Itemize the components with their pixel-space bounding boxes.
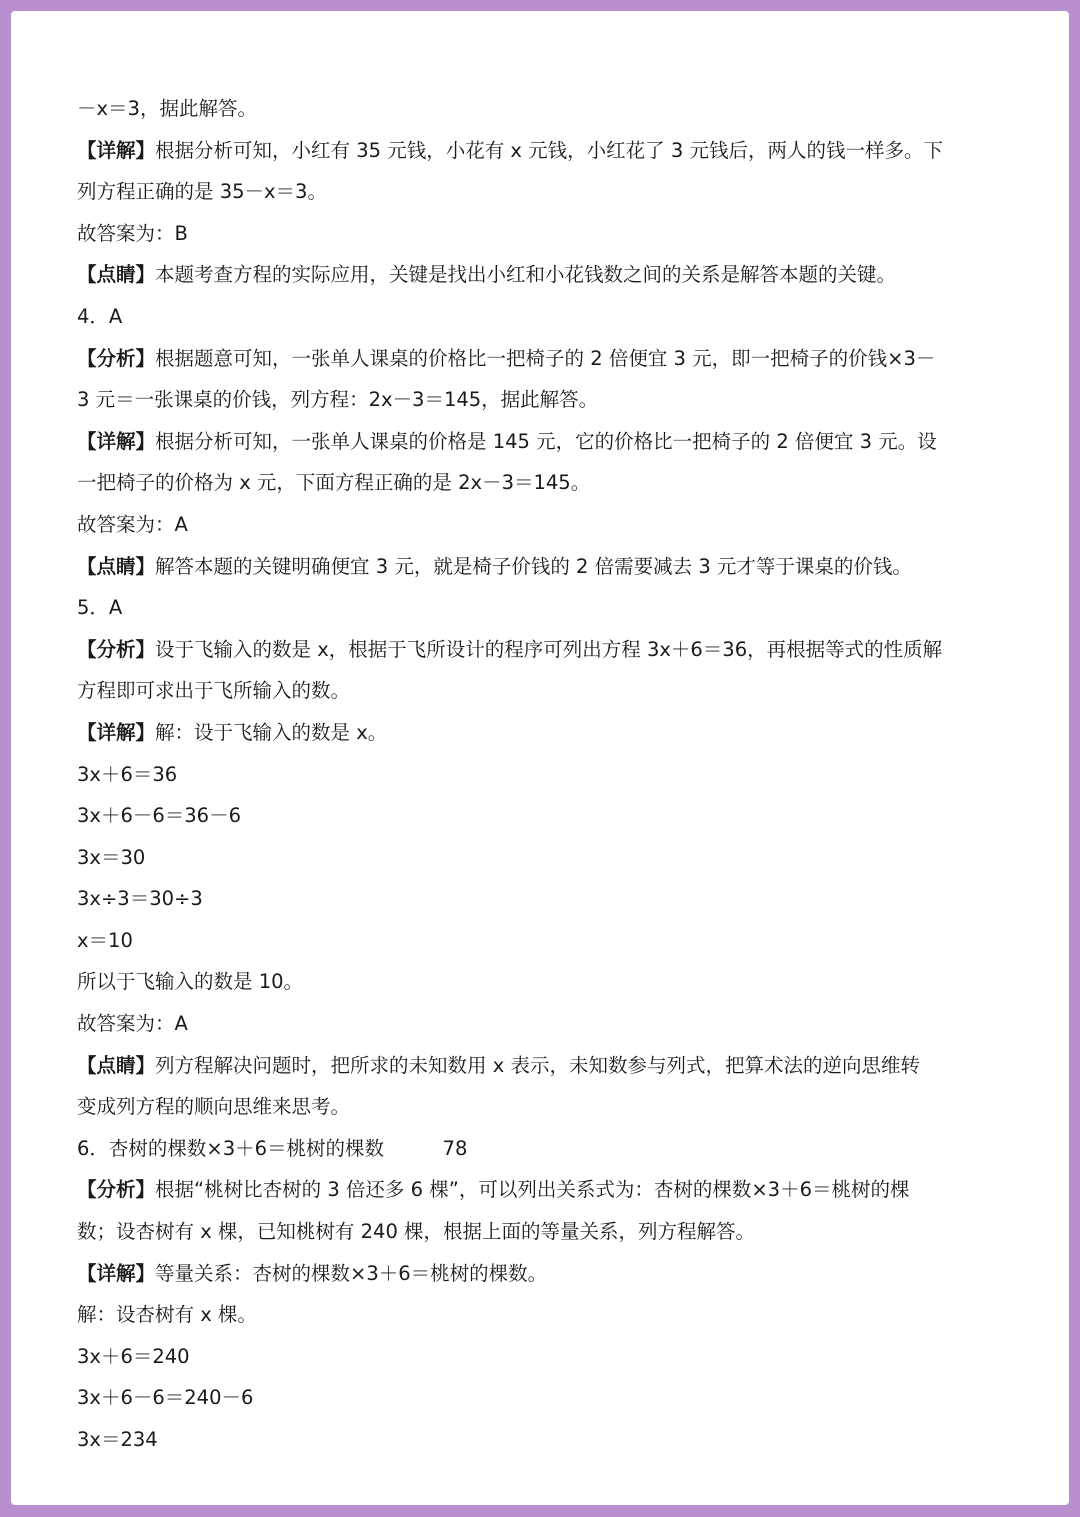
line-text: 变成列方程的顺向思维来思考。 — [77, 1095, 351, 1119]
text-line — [77, 1169, 1009, 1211]
line-text: －x＝3，据此解答。 — [77, 97, 257, 120]
text-line — [77, 629, 1009, 671]
text-line — [77, 546, 1009, 588]
text-line — [77, 754, 1009, 796]
text-line — [77, 1086, 1009, 1128]
line-text: 一把椅子的价格为 x 元，下面方程正确的是 2x－3＝145。 — [77, 471, 591, 495]
text-line — [77, 213, 1009, 255]
text-line — [77, 878, 1009, 920]
line-text: 根据分析可知，一张单人课桌的价格是 145 元，它的价格比一把椅子的 2 倍便宜 3 元。设 — [155, 429, 937, 453]
section-tag: 【点睛】 — [77, 554, 156, 578]
text-line — [77, 1336, 1009, 1378]
line-text: 3x＋6＝36 — [77, 762, 178, 786]
line-text: 设于飞输入的数是 x，根据于飞所设计的程序可列出方程 3x＋6＝36，再根据等式的性质解 — [155, 637, 943, 661]
text-line — [77, 1377, 1009, 1419]
line-text: x＝10 — [77, 928, 133, 952]
text-line — [77, 1294, 1009, 1336]
section-tag: 【分析】 — [77, 637, 156, 661]
text-line — [77, 338, 1009, 380]
line-text: 本题考查方程的实际应用，关键是找出小红和小花钱数之间的关系是解答本题的关键。 — [155, 263, 897, 287]
text-line — [77, 1128, 1009, 1170]
text-line — [77, 379, 1009, 421]
line-text: 3x＋6＝240 — [77, 1344, 190, 1368]
line-text: 根据题意可知，一张单人课桌的价格比一把椅子的 2 倍便宜 3 元，即一把椅子的价钱×3－ — [155, 346, 936, 370]
text-line — [77, 1211, 1009, 1253]
line-text: 所以于飞输入的数是 10。 — [77, 970, 304, 994]
line-text: 数；设杏树有 x 棵，已知桃树有 240 棵，根据上面的等量关系，列方程解答。 — [77, 1220, 756, 1244]
section-tag: 【分析】 — [77, 346, 156, 370]
line-text: 根据分析可知，小红有 35 元钱，小花有 x 元钱，小红花了 3 元钱后，两人的钱一样多。下 — [155, 138, 943, 162]
section-tag: 【点睛】 — [77, 263, 156, 287]
line-text: 列方程解决问题时，把所求的未知数用 x 表示，未知数参与列式，把算术法的逆向思维转 — [155, 1053, 920, 1077]
line-text: 解：设杏树有 x 棵。 — [77, 1303, 257, 1327]
line-text: 3x＋6－6＝240－6 — [77, 1386, 254, 1410]
section-tag: 【详解】 — [77, 429, 156, 453]
line-text: 故答案为：B — [77, 221, 188, 245]
text-line — [77, 171, 1009, 213]
line-text: 列方程正确的是 35－x＝3。 — [77, 180, 327, 204]
section-tag: 【详解】 — [77, 720, 156, 744]
text-line — [77, 462, 1009, 504]
line-text: 故答案为：A — [77, 1012, 188, 1036]
section-tag: 【详解】 — [77, 138, 156, 162]
text-line — [77, 1003, 1009, 1045]
text-line — [77, 296, 1009, 338]
line-text: 3 元＝一张课桌的价钱，列方程：2x－3＝145，据此解答。 — [77, 388, 599, 412]
line-text: 3x＝234 — [77, 1428, 158, 1451]
text-line — [77, 504, 1009, 546]
line-text: 根据“桃树比杏树的 3 倍还多 6 棵”，可以列出关系式为：杏树的棵数×3＋6＝桃树的棵 — [155, 1178, 910, 1202]
text-line — [77, 670, 1009, 712]
document-content — [77, 88, 1009, 1461]
text-line — [77, 587, 1009, 629]
line-text: 3x÷3＝30÷3 — [77, 887, 203, 911]
text-line — [77, 712, 1009, 754]
line-text: 解答本题的关键明确便宜 3 元，就是椅子价钱的 2 倍需要减去 3 元才等于课桌的价钱。 — [155, 554, 912, 578]
text-line — [77, 961, 1009, 1003]
line-text: 5．A — [77, 596, 123, 620]
text-line — [77, 1045, 1009, 1087]
line-text: 3x＋6－6＝36－6 — [77, 804, 241, 828]
text-line — [77, 920, 1009, 962]
text-line — [77, 88, 1009, 130]
line-text: 解：设于飞输入的数是 x。 — [155, 720, 388, 744]
line-text: 故答案为：A — [77, 512, 188, 536]
text-line — [77, 254, 1009, 296]
section-tag: 【分析】 — [77, 1178, 156, 1202]
document-page — [11, 11, 1069, 1505]
text-line — [77, 421, 1009, 463]
text-line — [77, 1419, 1009, 1461]
section-tag: 【详解】 — [77, 1261, 156, 1285]
line-text: 方程即可求出于飞所输入的数。 — [77, 679, 351, 703]
line-text: 3x＝30 — [77, 845, 146, 869]
text-line — [77, 1253, 1009, 1295]
section-tag: 【点睛】 — [77, 1053, 156, 1077]
text-line — [77, 837, 1009, 879]
line-text: 等量关系：杏树的棵数×3＋6＝桃树的棵数。 — [155, 1261, 548, 1285]
text-line — [77, 795, 1009, 837]
line-text: 6．杏树的棵数×3＋6＝桃树的棵数 78 — [77, 1136, 468, 1160]
text-line — [77, 130, 1009, 172]
line-text: 4．A — [77, 304, 123, 328]
